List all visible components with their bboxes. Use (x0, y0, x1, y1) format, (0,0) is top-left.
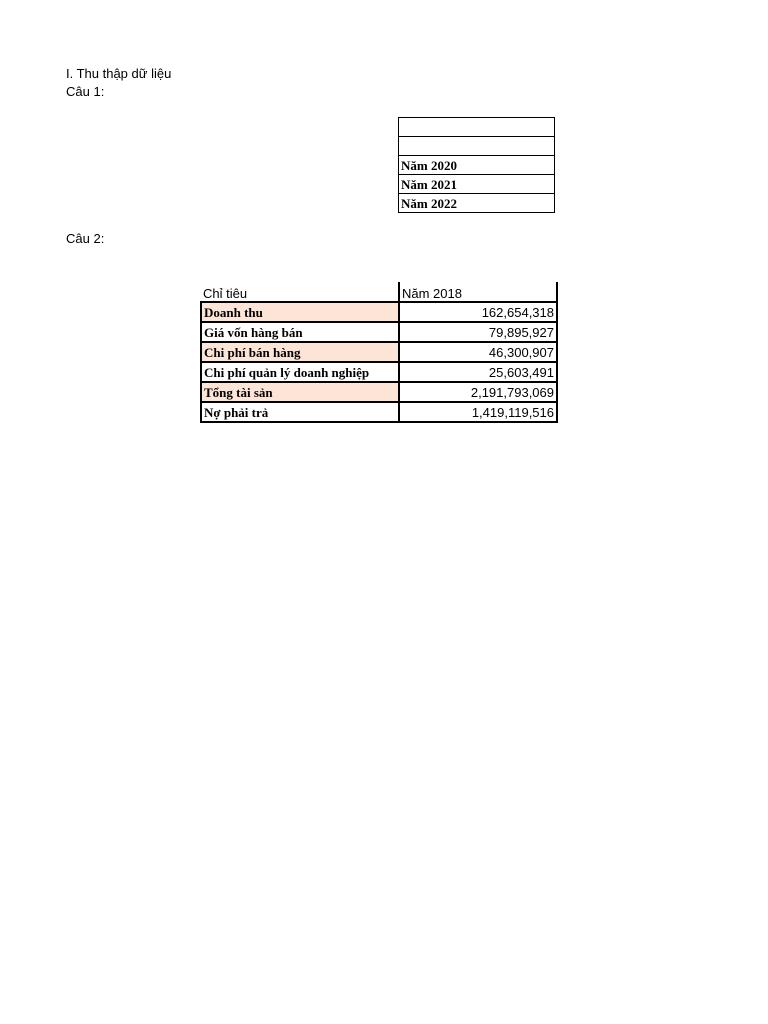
table-row (201, 302, 557, 322)
row-label[interactable]: Chi phí bán hàng (201, 342, 399, 362)
table-row (399, 137, 555, 156)
table-row (399, 194, 555, 213)
row-value[interactable]: 162,654,318 (399, 302, 557, 322)
row-label[interactable]: Giá vốn hàng bán (201, 322, 399, 342)
year-cell[interactable]: Năm 2022 (399, 194, 555, 213)
table-row (399, 156, 555, 175)
header-indicator[interactable]: Chỉ tiêu (203, 286, 248, 301)
table-row (201, 382, 557, 402)
year-cell[interactable] (399, 118, 555, 137)
row-value[interactable]: 25,603,491 (399, 362, 557, 382)
table-row (201, 402, 557, 422)
financial-table (200, 282, 558, 423)
table-row (201, 362, 557, 382)
row-value[interactable]: 1,419,119,516 (399, 402, 557, 422)
row-label[interactable]: Chi phí quản lý doanh nghiệp (201, 362, 399, 382)
table-row (201, 342, 557, 362)
table-header-row (201, 282, 557, 302)
row-label[interactable]: Tổng tài sản (201, 382, 399, 402)
row-label[interactable]: Nợ phải trả (201, 402, 399, 422)
header-year[interactable]: Năm 2018 (399, 282, 557, 302)
year-table (398, 117, 555, 213)
table-row (399, 175, 555, 194)
question-2-label: Câu 2: (66, 231, 105, 246)
row-value[interactable]: 2,191,793,069 (399, 382, 557, 402)
year-cell[interactable] (399, 137, 555, 156)
row-value[interactable]: 79,895,927 (399, 322, 557, 342)
row-value[interactable]: 46,300,907 (399, 342, 557, 362)
row-label[interactable]: Doanh thu (201, 302, 399, 322)
year-cell[interactable]: Năm 2020 (399, 156, 555, 175)
section-title: I. Thu thập dữ liệu (66, 66, 172, 81)
table-row (399, 118, 555, 137)
table-row (201, 322, 557, 342)
question-1-label: Câu 1: (66, 84, 105, 99)
year-cell[interactable]: Năm 2021 (399, 175, 555, 194)
